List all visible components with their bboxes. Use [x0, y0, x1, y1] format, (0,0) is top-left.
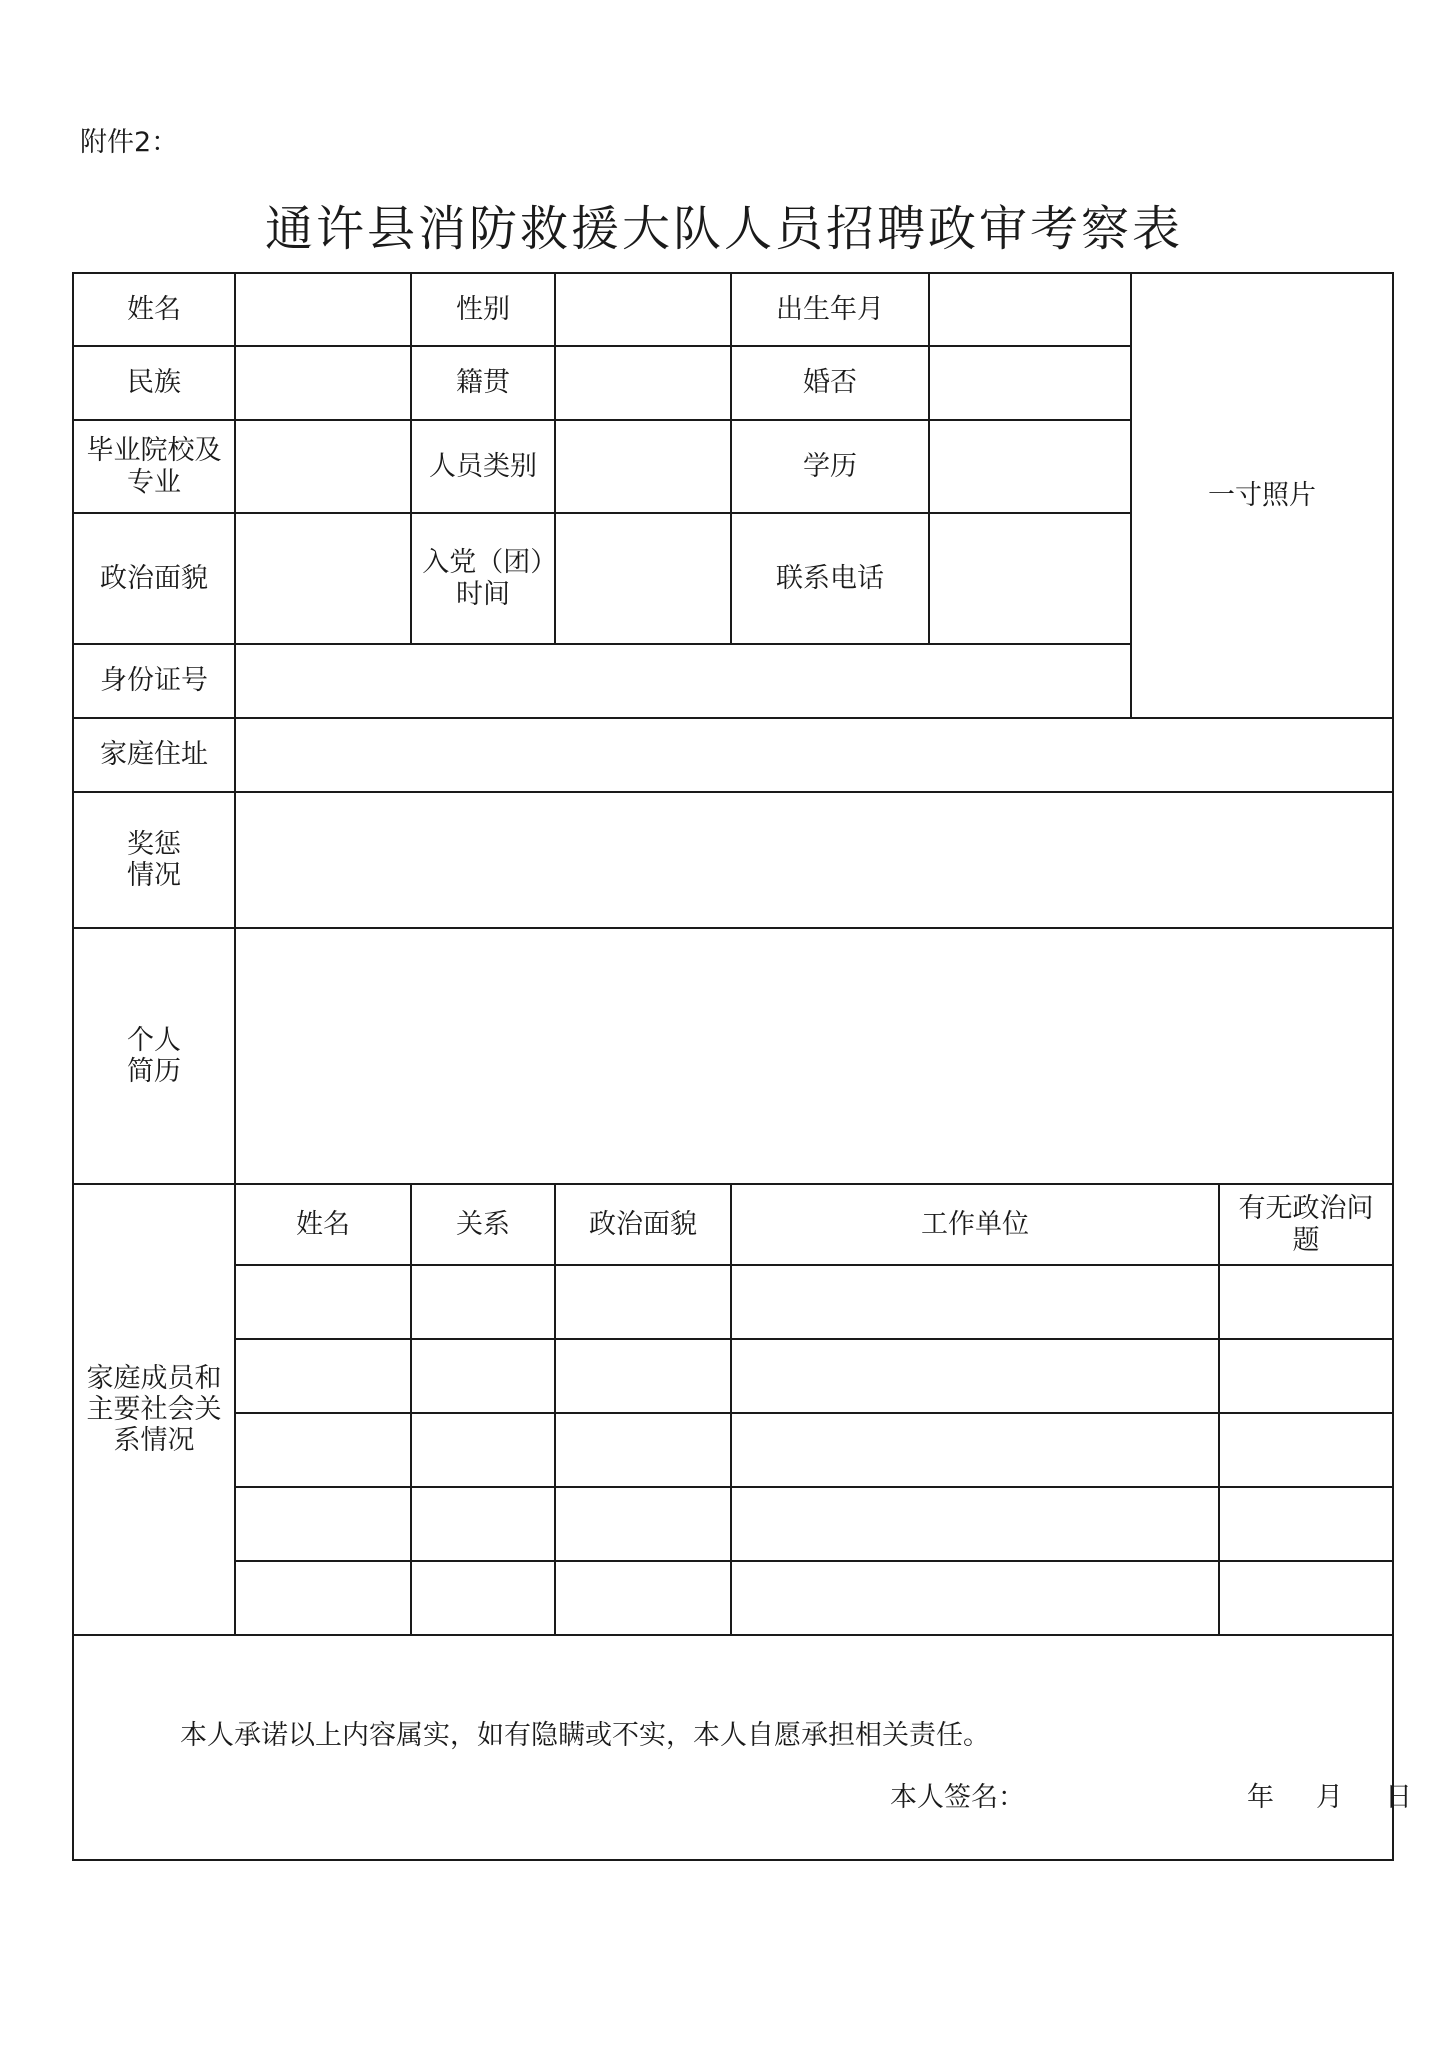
birth-field[interactable]: [929, 273, 1131, 346]
family-workplace-cell[interactable]: [731, 1561, 1219, 1635]
review-form-table: [72, 272, 1394, 1861]
family-col-political-issue: 有无政治问题: [1219, 1184, 1393, 1265]
name-field[interactable]: [235, 273, 411, 346]
birth-label: 出生年月: [731, 273, 929, 346]
ethnicity-field[interactable]: [235, 346, 411, 420]
family-col-relation: 关系: [411, 1184, 555, 1265]
page-title: 通许县消防救援大队人员招聘政审考察表: [264, 201, 1183, 257]
native-place-field[interactable]: [555, 346, 731, 420]
education-field[interactable]: [929, 420, 1131, 513]
resume-label: 个人简历: [73, 928, 235, 1184]
gender-field[interactable]: [555, 273, 731, 346]
family-political-cell[interactable]: [555, 1339, 731, 1413]
marital-field[interactable]: [929, 346, 1131, 420]
signature-label: 本人签名：: [890, 1782, 1025, 1813]
family-relation-cell[interactable]: [411, 1413, 555, 1487]
personnel-type-label: 人员类别: [411, 420, 555, 513]
political-status-field[interactable]: [235, 513, 411, 644]
family-political-cell[interactable]: [555, 1413, 731, 1487]
family-issue-cell[interactable]: [1219, 1561, 1393, 1635]
family-row: [73, 1413, 1393, 1487]
party-join-time-field[interactable]: [555, 513, 731, 644]
month-label: 月: [1316, 1782, 1343, 1813]
family-name-cell[interactable]: [235, 1413, 411, 1487]
family-issue-cell[interactable]: [1219, 1487, 1393, 1561]
family-name-cell[interactable]: [235, 1339, 411, 1413]
family-row: [73, 1265, 1393, 1339]
name-label: 姓名: [73, 273, 235, 346]
personnel-type-field[interactable]: [555, 420, 731, 513]
gender-label: 性别: [411, 273, 555, 346]
education-label: 学历: [731, 420, 929, 513]
family-relation-cell[interactable]: [411, 1561, 555, 1635]
id-number-label: 身份证号: [73, 644, 235, 718]
family-issue-cell[interactable]: [1219, 1265, 1393, 1339]
photo-box[interactable]: 一寸照片: [1131, 273, 1393, 718]
address-field[interactable]: [235, 718, 1393, 792]
family-name-cell[interactable]: [235, 1561, 411, 1635]
rewards-label: 奖惩情况: [73, 792, 235, 928]
family-political-cell[interactable]: [555, 1561, 731, 1635]
family-relation-cell[interactable]: [411, 1339, 555, 1413]
attachment-label: 附件2：: [80, 127, 179, 158]
family-col-name: 姓名: [235, 1184, 411, 1265]
family-issue-cell[interactable]: [1219, 1339, 1393, 1413]
family-row: [73, 1561, 1393, 1635]
family-relation-cell[interactable]: [411, 1487, 555, 1561]
phone-label: 联系电话: [731, 513, 929, 644]
family-workplace-cell[interactable]: [731, 1265, 1219, 1339]
family-col-workplace: 工作单位: [731, 1184, 1219, 1265]
family-workplace-cell[interactable]: [731, 1339, 1219, 1413]
native-place-label: 籍贯: [411, 346, 555, 420]
marital-label: 婚否: [731, 346, 929, 420]
ethnicity-label: 民族: [73, 346, 235, 420]
political-status-label: 政治面貌: [73, 513, 235, 644]
school-major-label: 毕业院校及专业: [73, 420, 235, 513]
family-col-political: 政治面貌: [555, 1184, 731, 1265]
signature-line: [890, 1775, 1412, 1814]
declaration-text: 本人承诺以上内容属实，如有隐瞒或不实，本人自愿承担相关责任。: [180, 1720, 990, 1751]
family-relation-cell[interactable]: [411, 1265, 555, 1339]
family-name-cell[interactable]: [235, 1487, 411, 1561]
year-label: 年: [1247, 1782, 1274, 1813]
family-issue-cell[interactable]: [1219, 1413, 1393, 1487]
family-name-cell[interactable]: [235, 1265, 411, 1339]
family-workplace-cell[interactable]: [731, 1487, 1219, 1561]
family-political-cell[interactable]: [555, 1265, 731, 1339]
party-join-time-label: 入党（团）时间: [411, 513, 555, 644]
family-row: [73, 1487, 1393, 1561]
day-label: 日: [1385, 1782, 1412, 1813]
family-row: [73, 1339, 1393, 1413]
school-major-field[interactable]: [235, 420, 411, 513]
family-workplace-cell[interactable]: [731, 1413, 1219, 1487]
resume-field[interactable]: [235, 928, 1393, 1184]
id-number-field[interactable]: [235, 644, 1131, 718]
family-section-label: 家庭成员和主要社会关系情况: [73, 1184, 235, 1635]
address-label: 家庭住址: [73, 718, 235, 792]
phone-field[interactable]: [929, 513, 1131, 644]
rewards-field[interactable]: [235, 792, 1393, 928]
family-political-cell[interactable]: [555, 1487, 731, 1561]
